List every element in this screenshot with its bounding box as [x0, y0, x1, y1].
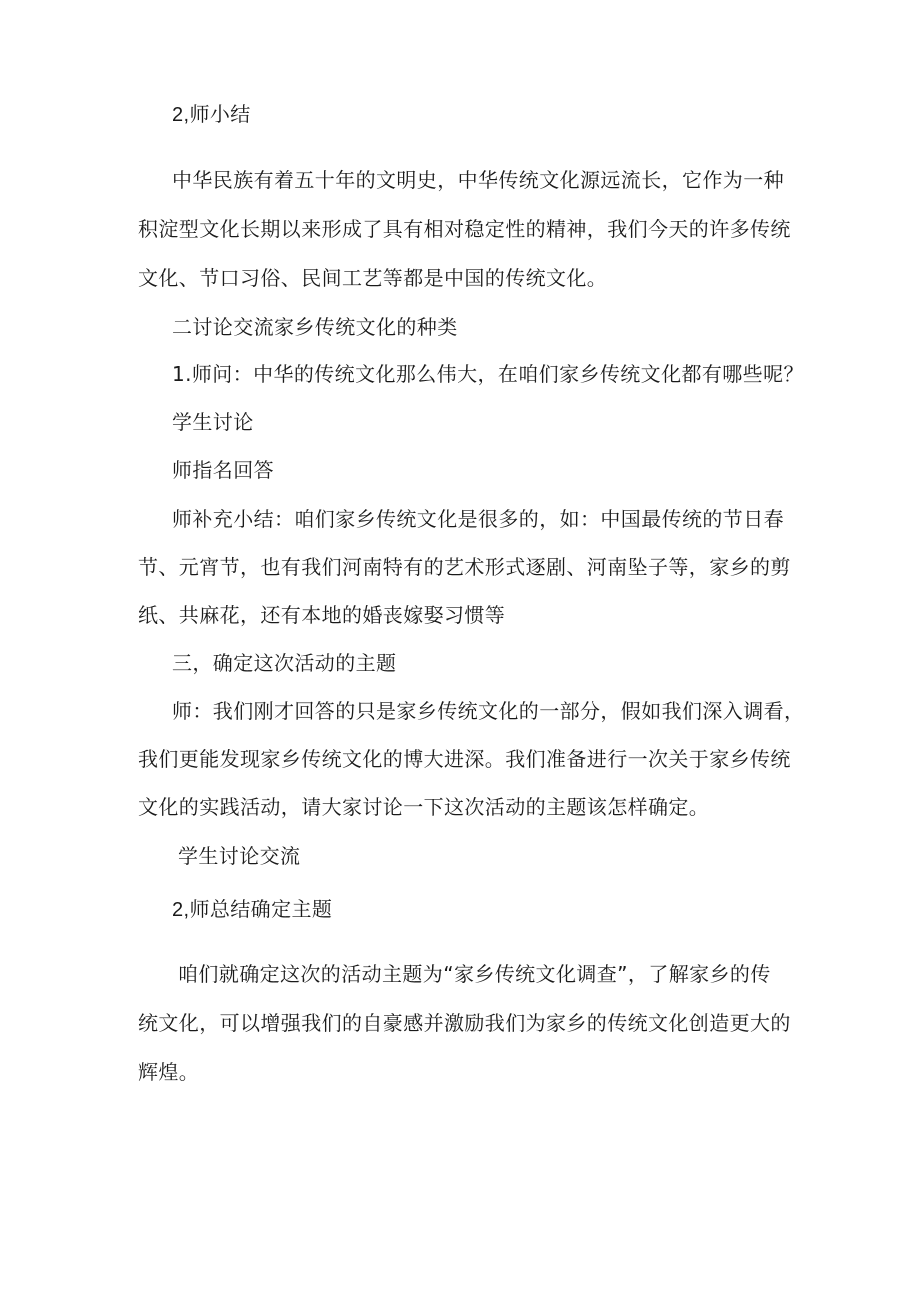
paragraph-line: 辉煌。 [138, 1060, 200, 1084]
part-three-title: 三，确定这次活动的主题 [172, 651, 397, 675]
paragraph-line: 文化、节口习俗、民间工艺等都是中国的传统文化。 [138, 266, 608, 290]
teacher-question: 1.师问：中华的传统文化那么伟大，在咱们家乡传统文化都有哪些呢？ [172, 362, 804, 386]
paragraph-line: 师：我们刚才回答的只是家乡传统文化的一部分，假如我们深入调看， [172, 699, 805, 723]
paragraph-line: 我们更能发现家乡传统文化的博大进深。我们准备进行一次关于家乡传统 [138, 747, 791, 771]
student-exchange: 学生讨论交流 [178, 844, 301, 868]
paragraph-line: 节、元宵节，也有我们河南特有的艺术形式逐剧、河南坠子等，家乡的剪 [138, 555, 791, 579]
paragraph-line: 师补充小结：咱们家乡传统文化是很多的，如：中国最传统的节日春 [172, 507, 784, 531]
section-title-theme-summary: 2,师总结确定主题 [172, 899, 333, 921]
teacher-call-answer: 师指名回答 [172, 458, 274, 482]
student-discussion: 学生讨论 [172, 410, 254, 434]
section-title-teacher-summary: 2,师小结 [172, 104, 251, 126]
part-two-title: 二讨论交流家乡传统文化的种类 [172, 315, 458, 339]
paragraph-line: 积淀型文化长期以来形成了具有相对稳定性的精神，我们今天的许多传统 [138, 217, 791, 241]
paragraph-line: 文化的实践活动，请大家讨论一下这次活动的主题该怎样确定。 [138, 795, 710, 819]
paragraph-line: 统文化，可以增强我们的自豪感并激励我们为家乡的传统文化创造更大的 [138, 1011, 791, 1035]
paragraph-line: 纸、共麻花，还有本地的婚丧嫁娶习惯等 [138, 603, 506, 627]
paragraph-line: 咱们就确定这次的活动主题为“家乡传统文化调查”，了解家乡的传 [178, 962, 771, 986]
paragraph-line: 中华民族有着五十年的文明史，中华传统文化源远流长，它作为一种 [172, 168, 784, 192]
